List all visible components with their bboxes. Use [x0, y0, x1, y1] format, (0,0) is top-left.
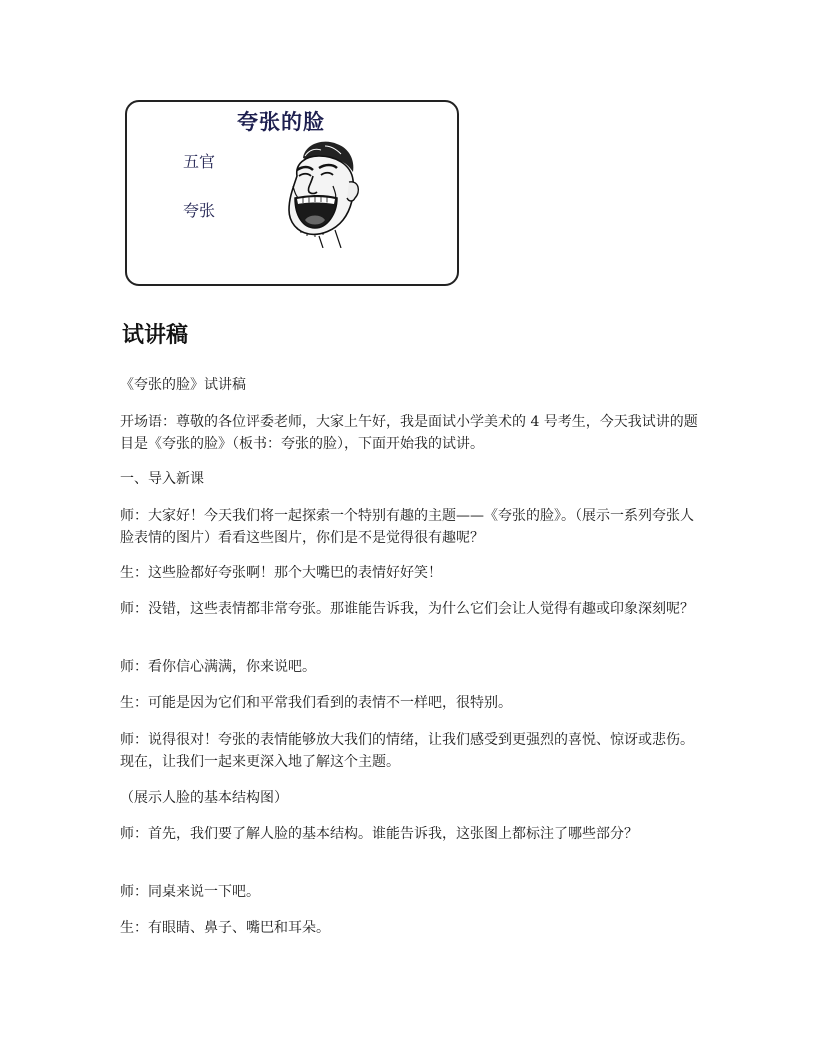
- board-keyword-features: 五官: [183, 152, 216, 171]
- teacher-line: 师：看你信心满满，你来说吧。: [120, 659, 316, 675]
- document-heading: 试讲稿: [122, 323, 189, 348]
- blackboard-panel: [125, 100, 459, 286]
- student-line: 生：这些脸都好夸张啊！那个大嘴巴的表情好好笑！: [120, 565, 442, 581]
- student-line: 生：可能是因为它们和平常我们看到的表情不一样吧，很特别。: [120, 695, 512, 711]
- board-title: 夸张的脸: [237, 110, 325, 134]
- board-keyword-exaggerate: 夸张: [183, 201, 216, 220]
- section-heading-intro: 一、导入新课: [120, 471, 204, 487]
- exaggerated-laughing-face-icon: [275, 136, 363, 248]
- stage-direction: （展示人脸的基本结构图）: [120, 790, 288, 806]
- teacher-line: 师：没错，这些表情都非常夸张。那谁能告诉我，为什么它们会让人觉得有趣或印象深刻呢？: [120, 601, 694, 617]
- teacher-line: 师：大家好！今天我们将一起探索一个特别有趣的主题——《夸张的脸》。（展示一系列夸张人脸表情的图片）看看这些图片，你们是不是觉得很有趣呢？: [120, 508, 694, 546]
- teacher-line: 师：首先，我们要了解人脸的基本结构。谁能告诉我，这张图上都标注了哪些部分？: [120, 826, 638, 842]
- opening-paragraph: 开场语：尊敬的各位评委老师，大家上午好，我是面试小学美术的 4 号考生，今天我试讲的题目是《夸张的脸》（板书：夸张的脸），下面开始我的试讲。: [120, 414, 698, 452]
- student-line: 生：有眼睛、鼻子、嘴巴和耳朵。: [120, 920, 330, 936]
- teacher-line: 师：同桌来说一下吧。: [120, 884, 260, 900]
- teacher-line: 师：说得很对！夸张的表情能够放大我们的情绪，让我们感受到更强烈的喜悦、惊讶或悲伤。现在，让我们一起来更深入地了解这个主题。: [120, 732, 694, 770]
- doc-title-line: 《夸张的脸》试讲稿: [120, 377, 246, 393]
